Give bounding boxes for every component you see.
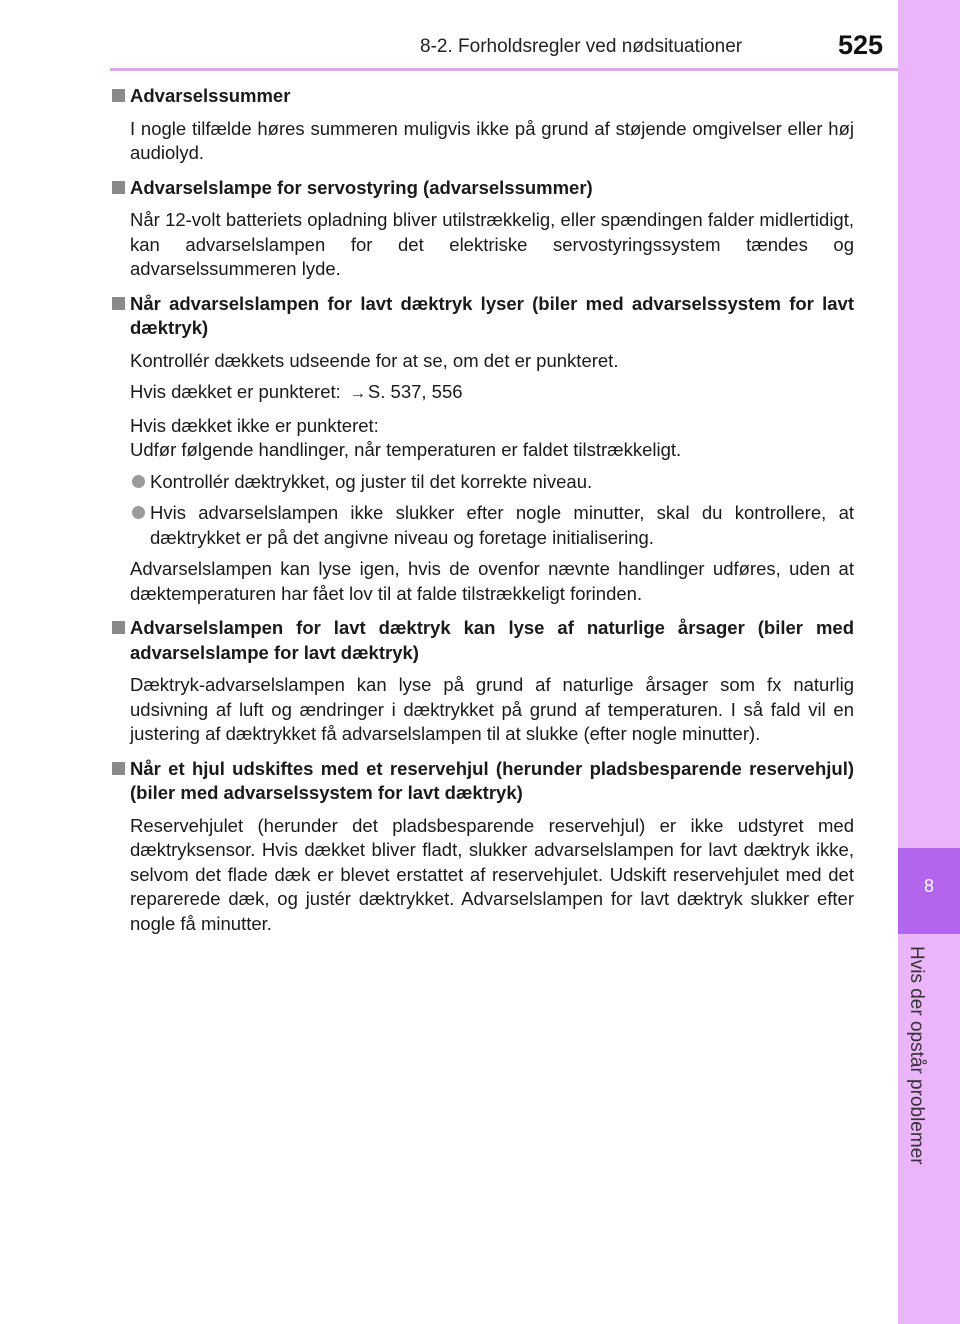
section-heading [110,757,854,806]
section-heading [110,176,854,201]
section-natural-causes [110,616,854,747]
section-heading [110,84,854,109]
section-paragraph: I nogle tilfælde høres summeren muligvis ikke på grund af støjende omgivelser eller høj audiolyd. [130,117,854,163]
paragraph-line: Udfør følgende handlinger, når temperaturen er faldet tilstrækkeligt. [130,439,682,460]
header-divider [110,68,898,71]
section-paragraph: Dæktryk-advarselslampen kan lyse på grund af naturlige årsager som fx naturlig udsivning af luft og ændringer i dæktrykket på grund af temperaturen. I så fald vil en justering af dæktrykket få advarselslampen til at slukke (efter nogle minutter). [130,674,854,744]
arrow-right-icon: → [349,385,366,402]
square-bullet-icon [112,297,125,310]
circle-bullet-icon [132,475,145,488]
section-paragraph: Advarselslampen kan lyse igen, hvis de ovenfor nævnte handlinger udføres, uden at dæktemperaturen har fået lov til at falde tilstrækkeligt forinden. [130,558,854,604]
square-bullet-icon [112,89,125,102]
chapter-number: 8 [923,876,934,896]
section-heading [110,292,854,341]
section-paragraph: Kontrollér dækkets udseende for at se, om det er punkteret. [130,349,619,371]
section-spare-wheel [110,757,854,937]
square-bullet-icon [112,762,125,775]
page-number: 525 [838,30,884,60]
bullet-item [110,501,854,550]
page-reference-link[interactable]: S. 537, 556 [367,381,463,402]
section-paragraph: Reservehjulet (herunder det pladsbesparende reservehjul) er ikke udstyret med dæktryksensor. Hvis dækket bliver fladt, slukker advarselslampen for lavt dæktryk ikke, selvom det flade dæk er blevet erstattet af reservehjulet. Udskift reservehjulet med det reparerede dæk, og justér dæktrykket. Advarselslampen for lavt dæktryk slukker efter nogle få minutter. [130,814,854,934]
square-bullet-icon [112,181,125,194]
section-heading-text: Når et hjul udskiftes med et reservehjul (herunder pladsbesparende reservehjul) (biler med advarselssystem for lavt dæktryk) [130,757,854,803]
section-low-tire-pressure-light [110,292,854,607]
section-paragraph: Når 12-volt batteriets opladning bliver utilstrækkelig, eller spændingen falder midlertidigt, kan advarselslampen for det elektriske servostyringssystem tændes og advarselssummeren lyde. [130,209,854,279]
section-heading-text: Advarselslampe for servostyring (advarselssummer) [130,176,593,198]
section-heading-text: Når advarselslampen for lavt dæktryk lyser (biler med advarselssystem for lavt dæktryk) [130,292,854,338]
section-heading [110,616,854,665]
section-heading-text: Advarselslampen for lavt dæktryk kan lyse af naturlige årsager (biler med advarselslampe for lavt dæktryk) [130,617,854,663]
square-bullet-icon [112,621,125,634]
section-paragraph-with-reference [110,380,854,407]
section-heading-text: Advarselssummer [130,85,291,106]
bullet-text: Hvis advarselslampen ikke slukker efter nogle minutter, skal du kontrollere, at dæktrykket er på det angivne niveau og foretage initialisering. [150,502,854,548]
section-warning-buzzer [110,84,854,166]
paragraph-line: Hvis dækket ikke er punkteret: [130,414,379,436]
bullet-item [110,470,854,495]
chapter-label: Hvis der opstår problemer [906,946,927,1165]
page-content [110,84,854,946]
page-header-title: 8-2. Forholdsregler ved nødsituationer [420,36,743,57]
section-power-steering-warning [110,176,854,282]
bullet-text: Kontrollér dæktrykket, og juster til det korrekte niveau. [150,470,593,492]
section-paragraph [110,414,854,463]
reference-prefix: Hvis dækket er punkteret: [130,381,341,402]
circle-bullet-icon [132,506,145,519]
